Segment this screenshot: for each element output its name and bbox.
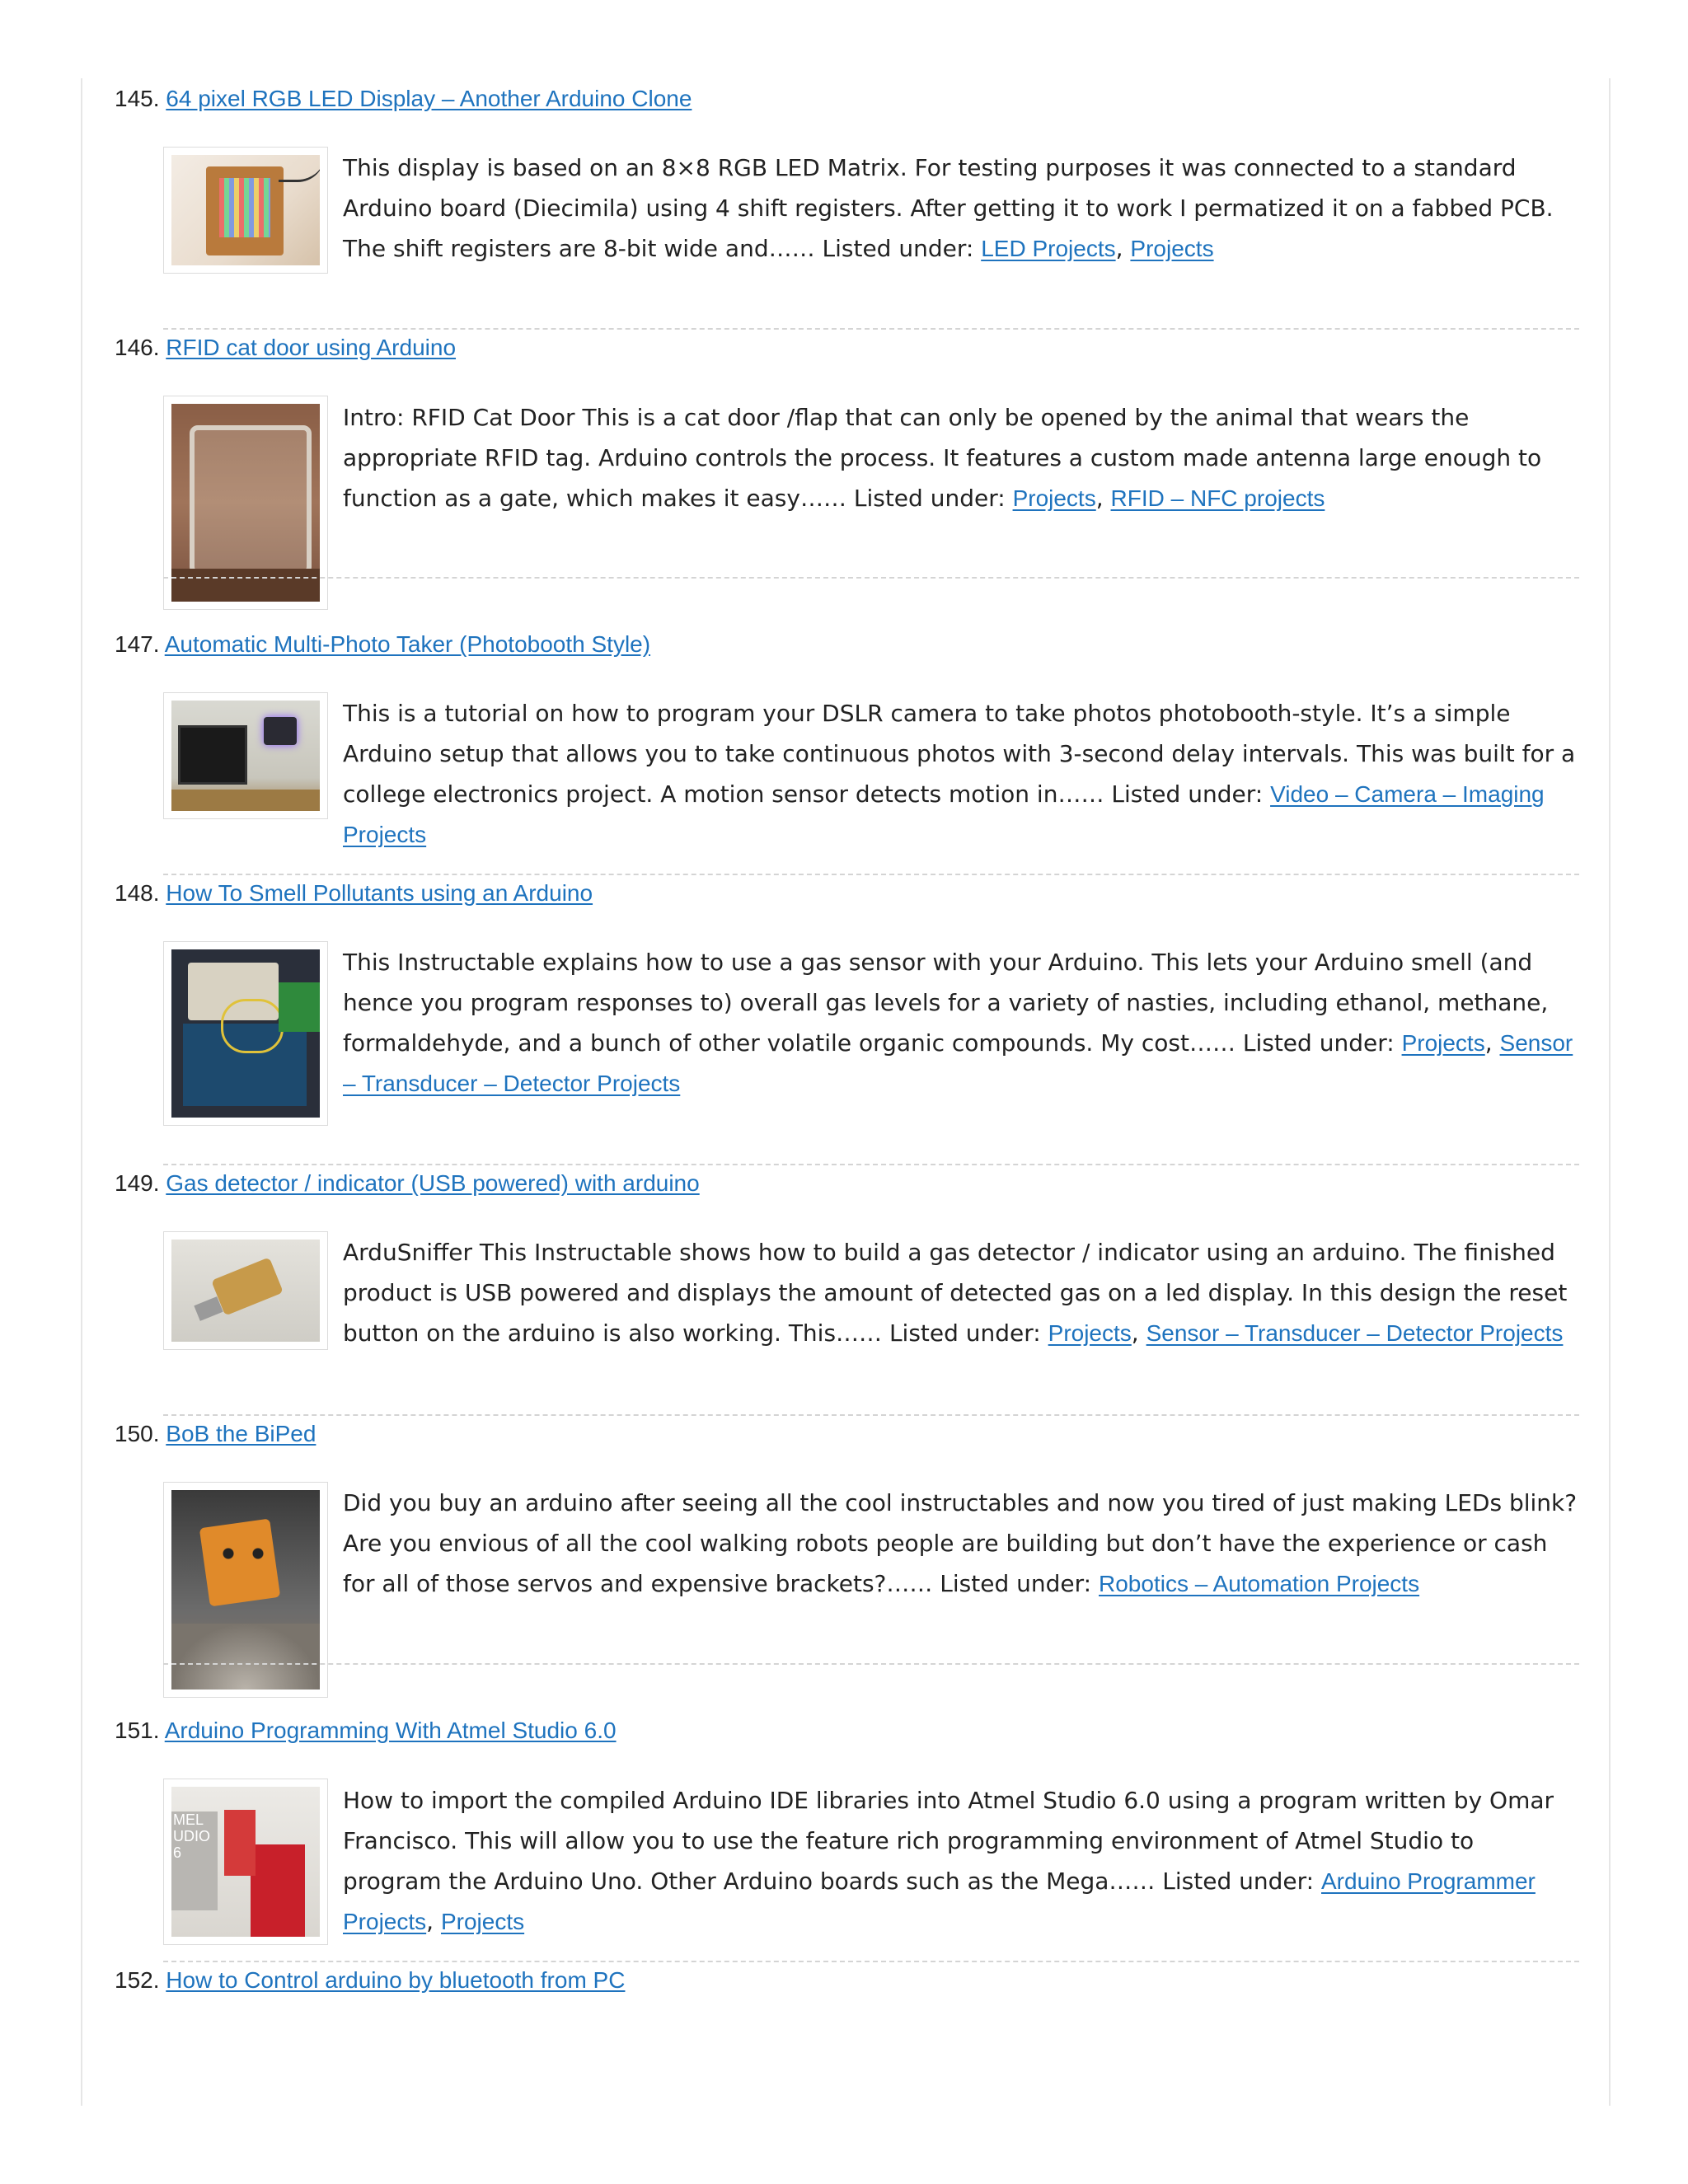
category-link[interactable]: Sensor – Transducer – Detector Projects [1146, 1320, 1564, 1346]
usb-stick-shape [211, 1257, 284, 1315]
entry-divider [163, 1663, 1579, 1665]
robot-eyes-shape [223, 1548, 264, 1559]
entry-title-152 [115, 1964, 625, 1997]
red-blocks-shape [251, 1844, 305, 1937]
entry-number: 148. [115, 880, 160, 906]
category-link[interactable]: Robotics – Automation Projects [1099, 1571, 1420, 1596]
entry-description: How to import the compiled Arduino IDE libraries into Atmel Studio 6.0 using a program written by Omar Francisco. This will allow you to use the feature rich programming environment of Atmel Studio to program the Arduino Uno. Other Arduino boards such as the Mega…… Listed under: Arduino Programmer Projects, Projects [343, 1787, 1554, 1935]
entry-thumbnail[interactable] [163, 1779, 328, 1945]
entry-divider [163, 1164, 1579, 1165]
entry-number: 152. [115, 1967, 160, 1993]
entry-link[interactable]: Automatic Multi-Photo Taker (Photobooth Style) [164, 631, 651, 657]
category-link[interactable]: Projects [1130, 236, 1214, 261]
entry-divider [163, 1414, 1579, 1416]
category-link[interactable]: Projects [440, 1909, 525, 1934]
category-link[interactable]: Projects [1048, 1320, 1132, 1346]
entry-link[interactable]: Gas detector / indicator (USB powered) with arduino [166, 1170, 700, 1196]
entry-number: 147. [115, 631, 160, 657]
entry-number: 150. [115, 1421, 160, 1446]
wires-shape [221, 999, 284, 1053]
category-link[interactable]: Arduino Programmer Projects [343, 1868, 1536, 1934]
cable-shape [279, 155, 320, 182]
gas-detector-image [171, 1240, 320, 1342]
camera-shape [264, 717, 297, 745]
led-cube-image [171, 155, 320, 265]
entry-number: 145. [115, 86, 160, 111]
entry-thumbnail[interactable] [163, 692, 328, 819]
entry-link[interactable]: 64 pixel RGB LED Display – Another Arduino Clone [166, 86, 692, 111]
connector-shape [194, 1296, 223, 1321]
entry-description: This display is based on an 8×8 RGB LED Matrix. For testing purposes it was connected to a standard Arduino board (Diecimila) using 4 shift registers. After getting it to work I permatized it on a fabbed PCB. The shift registers are 8-bit wide and…… Listed under: LED Projects, Projects [343, 154, 1554, 262]
atmel-studio-image [171, 1787, 320, 1937]
entry-title-148 [115, 877, 593, 910]
category-link[interactable]: LED Projects [981, 236, 1116, 261]
entry-divider [163, 874, 1579, 875]
photobooth-image [171, 701, 320, 811]
category-link[interactable]: Projects [1012, 485, 1096, 511]
entry-divider [163, 577, 1579, 579]
entry-title-151 [115, 1714, 617, 1747]
entry-description: Did you buy an arduino after seeing all the cool instructables and now you tired of just making LEDs blink? Are you envious of all the cool walking robots people are building but don’t have the experience or cash for all of those servos and expensive brackets?…… Listed under: Robotics – Automation Projects [343, 1489, 1578, 1597]
entry-link[interactable]: How to Control arduino by bluetooth from PC [166, 1967, 626, 1993]
entry-thumbnail[interactable] [163, 941, 328, 1126]
entry-link[interactable]: How To Smell Pollutants using an Arduino [166, 880, 593, 906]
entry-link[interactable]: RFID cat door using Arduino [166, 335, 457, 360]
entry-link[interactable]: Arduino Programming With Atmel Studio 6.0 [164, 1718, 617, 1743]
monitor-shape [178, 725, 247, 785]
entry-title-145 [115, 82, 692, 115]
led-matrix-shape [219, 178, 270, 237]
floor-shape [171, 569, 320, 602]
entry-title-149 [115, 1167, 700, 1200]
cat-door-image [171, 404, 320, 602]
entry-description: ArduSniffer This Instructable shows how to build a gas detector / indicator using an arduino. The finished product is USB powered and displays the amount of detected gas on a led display. In this design the reset button on the arduino is also working. This…… Listed under: Projects, Sensor – Transducer – Detector Projects [343, 1239, 1568, 1347]
green-board-shape [279, 982, 320, 1032]
robot-head-shape [199, 1518, 281, 1606]
entry-divider [163, 1961, 1579, 1962]
turntable-shape [171, 1624, 320, 1690]
entry-divider [163, 328, 1579, 330]
entry-description: This is a tutorial on how to program your DSLR camera to take photos photobooth-style. It’s a simple Arduino setup that allows you to take continuous photos with 3-second delay intervals. This was built for a college electronics project. A motion sensor detects motion in…… Listed under: Video – Camera – Imaging Projects [343, 700, 1576, 847]
entry-description: Intro: RFID Cat Door This is a cat door /flap that can only be opened by the animal that wears the appropriate RFID tag. Arduino controls the process. It features a custom made antenna large enough to function as a gate, which makes it easy…… Listed under: Projects, RFID – NFC projects [343, 404, 1542, 512]
arduino-gas-sensor-image [171, 949, 320, 1118]
category-link[interactable]: RFID – NFC projects [1110, 485, 1325, 511]
category-link[interactable]: Projects [1401, 1030, 1485, 1056]
desk-shape [171, 790, 320, 811]
entry-number: 149. [115, 1170, 160, 1196]
entry-description: This Instructable explains how to use a gas sensor with your Arduino. This lets your Arduino smell (and hence you program responses to) overall gas levels for a variety of nasties, including ethanol, methane, formaldehyde, and a bunch of other volatile organic compounds. My cost…… Listed under: Projects, Sensor – Transducer – Detector Projects [343, 949, 1573, 1096]
entry-title-150 [115, 1418, 316, 1451]
biped-robot-image [171, 1490, 320, 1690]
entry-number: 146. [115, 335, 160, 360]
entry-thumbnail[interactable] [163, 1231, 328, 1350]
door-frame-shape [190, 425, 312, 575]
category-link[interactable]: Video – Camera – Imaging Projects [343, 781, 1545, 847]
entry-title-146 [115, 331, 456, 364]
category-link[interactable]: Sensor – Transducer – Detector Projects [343, 1030, 1573, 1096]
red-door-shape [224, 1810, 256, 1876]
entry-link[interactable]: BoB the BiPed [166, 1421, 316, 1446]
entry-thumbnail[interactable] [163, 1482, 328, 1698]
entry-number: 151. [115, 1718, 160, 1743]
entry-thumbnail[interactable] [163, 147, 328, 274]
thumb-overlay-text: MEL UDIO 6 [173, 1811, 210, 1861]
entry-title-147 [115, 628, 650, 661]
